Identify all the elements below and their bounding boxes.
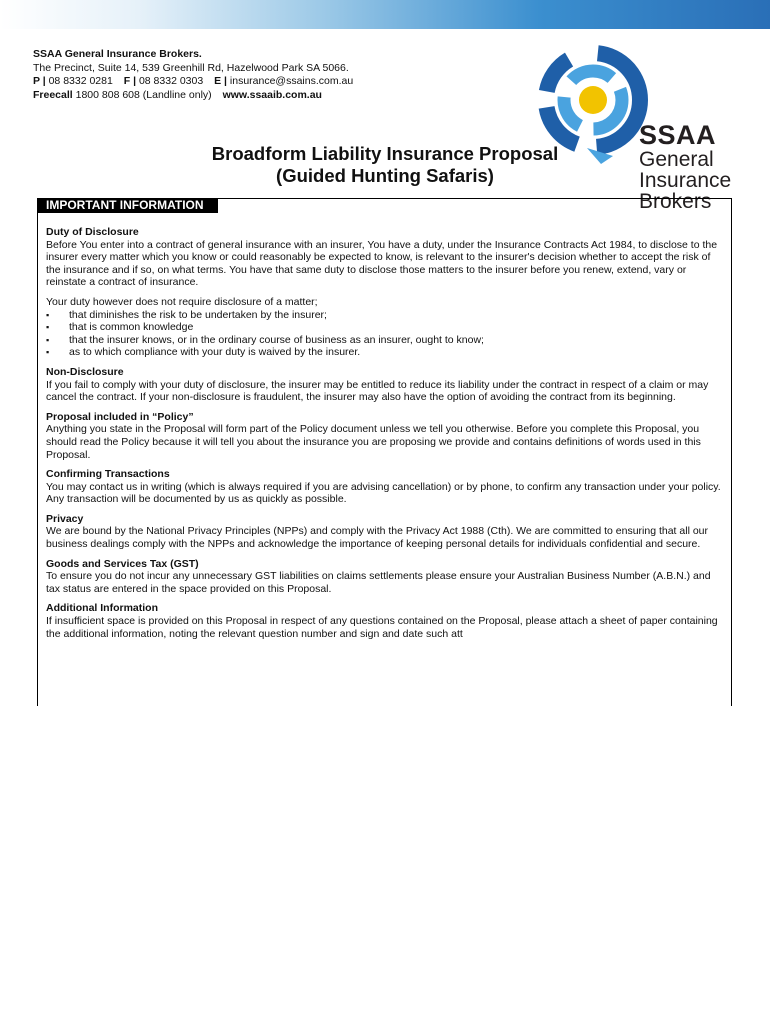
duty-heading: Duty of Disclosure [46, 226, 139, 238]
important-information-body [46, 226, 726, 647]
logo-ssaa: SSAA [639, 120, 717, 150]
bullet-icon: ▪ [46, 347, 50, 358]
proposal-heading: Proposal included in “Policy” [46, 410, 194, 423]
section-heading: IMPORTANT INFORMATION [37, 198, 218, 213]
title-line-2: (Guided Hunting Safaris) [276, 165, 494, 186]
bullet-icon: ▪ [46, 334, 50, 345]
company-name: SSAA General Insurance Brokers. [33, 48, 202, 60]
list-item: ▪ that is common knowledge [46, 321, 194, 334]
duty-bullet-list [46, 309, 726, 359]
phone-number: 08 8332 0281 [48, 75, 113, 88]
confirming-heading: Confirming Transactions [46, 468, 170, 481]
non-disclosure-heading: Non-Disclosure [46, 365, 124, 378]
gst-heading: Goods and Services Tax (GST) [46, 557, 199, 570]
website-link[interactable]: www.ssaaib.com.au [222, 88, 322, 101]
additional-heading: Additional Information [46, 602, 158, 615]
non-disclosure-text: If you fail to comply with your duty of disclosure, the insurer may be entitled to reduce its liability under the contract in respect of a claim or may cancel the contract. If your non-disclosure is fraudulent, the insurer may also have the option of avoiding the contract from its beginning. [46, 378, 709, 404]
logo-general: General [639, 148, 714, 171]
company-details [33, 48, 353, 102]
fax-label: F | [123, 75, 137, 88]
logo-wordmark [639, 120, 759, 213]
privacy-heading: Privacy [46, 512, 84, 525]
freecall-line [33, 89, 353, 103]
privacy-text: We are bound by the National Privacy Principles (NPPs) and comply with the Privacy Act 1988 (Cth). We are committed to ensuring that all our business dealings comply with the NPPs and acknowledge the importance of keeping personal details for individuals confidential and secure. [46, 525, 708, 551]
bullet-icon: ▪ [46, 309, 50, 320]
company-address: The Precinct, Suite 14, 539 Greenhill Rd, Hazelwood Park SA 5066. [33, 61, 349, 74]
title-line-1: Broadform Liability Insurance Proposal [211, 143, 559, 164]
confirming-text: You may contact us in writing (which is always required if you are advising cancellation) or by phone, to confirm any transaction under your policy. Any transaction will be documented by us as quickly as possible. [46, 480, 721, 506]
freecall-number: 1800 808 608 (Landline only) [75, 88, 212, 101]
proposal-text: Anything you state in the Proposal will form part of the Policy document unless we tell you otherwise. Before you complete this Proposal, you should read the Policy because it will tell you about the insurance you are proposing we provide and contains definitions of words used in this Proposal. [46, 423, 701, 461]
phone-label: P | [33, 75, 46, 88]
list-item: ▪ as to which compliance with your duty is waived by the insurer. [46, 346, 361, 359]
gst-text: To ensure you do not incur any unnecessary GST liabilities on claims settlements please ensure your Australian Business Number (A.B.N.) and tax status are entered in the space provided on this Proposal. [46, 570, 711, 595]
duty-intro: Your duty however does not require disclosure of a matter; [46, 295, 318, 308]
top-banner [0, 0, 770, 29]
email-label: E | [214, 75, 227, 88]
list-item: ▪ that the insurer knows, or in the ordinary course of business as an insurer, ought to know; [46, 333, 484, 346]
bullet-icon: ▪ [46, 322, 50, 333]
additional-text: If insufficient space is provided on this Proposal in respect of any questions contained on the Proposal, please attach a sheet of paper containing the additional information, noting the relevant question number and sign and date such att [46, 615, 718, 640]
logo-insurance: Insurance [639, 169, 732, 192]
freecall-label: Freecall [33, 88, 73, 101]
fax-number: 08 8332 0303 [138, 75, 204, 88]
document-title [150, 143, 620, 187]
list-item: ▪ that diminishes the risk to be undertaken by the insurer; [46, 308, 327, 321]
contact-line [33, 75, 353, 89]
duty-text: Before You enter into a contract of general insurance with an insurer, You have a duty, under the Insurance Contracts Act 1984, to disclose to the insurer every matter which you know or could reasonably be expected to know, is relevant to the insurer's decision whether to accept the risk of the insurance and if so, on what terms. You have that same duty to disclose those matters to the insurer before you renew, extend, vary or reinstate a contract of insurance. [46, 238, 718, 289]
logo-brokers: Brokers [639, 190, 712, 213]
email-link[interactable]: insurance@ssains.com.au [229, 75, 354, 88]
